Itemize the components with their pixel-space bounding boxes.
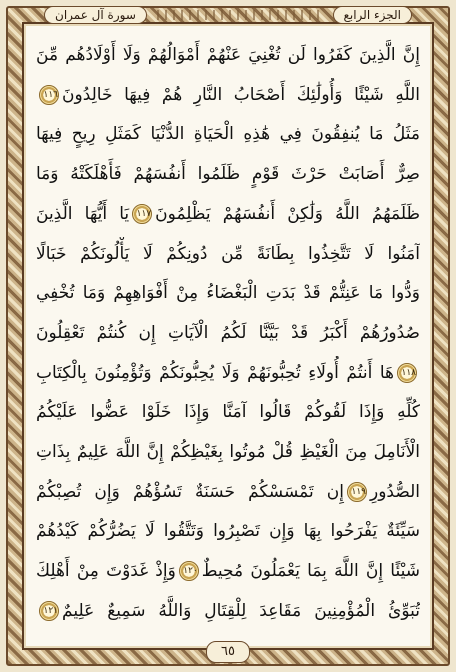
text-line [36,435,420,469]
verse-text: هَا أَنتُمْ أُولَاءِ تُحِبُّونَهُمْ وَلَا يُحِبُّونَكُمْ وَتُؤْمِنُونَ بِالْكِتَابِ [36,362,394,383]
verse-text: سَيِّئَةٌ يَفْرَحُوا بِهَا وَإِن تَصْبِرُوا وَتَتَّقُوا لَا يَضُرُّكُمْ كَيْدُهُمْ [36,521,420,542]
verse-text: مَثَلُ مَا يُنفِقُونَ فِي هَٰذِهِ الْحَيَاةِ الدُّنْيَا كَمَثَلِ رِيحٍ فِيهَا [36,124,420,145]
ayah-number-marker: ١١٩ [347,482,367,502]
verse-text: اللَّهِ شَيْئًا وَأُولَٰئِكَ أَصْحَابُ النَّارِ هُمْ فِيهَا خَالِدُونَ [62,84,420,105]
verse-text: الصُّدُورِ [370,481,420,502]
text-line [36,594,420,628]
surah-name: سورة آل عمران [44,6,147,24]
verse-text: إِنَّ الَّذِينَ كَفَرُوا لَن تُغْنِيَ عَنْهُمْ أَمْوَالُهُمْ وَلَا أَوْلَادُهُم مِّنَ [36,45,420,65]
ayah-number-marker: ١١٦ [39,85,59,105]
verse-text: صُدُورُهُمْ أَكْبَرُ قَدْ بَيَّنَّا لَكُمُ الْآيَاتِ إِن كُنتُمْ تَعْقِلُونَ [36,322,420,343]
text-line [36,78,420,112]
text-line [36,514,420,548]
verse-text: تُبَوِّئُ الْمُؤْمِنِينَ مَقَاعِدَ لِلْقِتَالِ وَاللَّهُ سَمِيعٌ عَلِيمٌ [62,600,420,621]
text-line [36,197,420,231]
header-ornament [157,10,323,20]
text-line [36,38,420,72]
ayah-number-marker: ١٢١ [39,601,59,621]
verse-text: يَا أَيُّهَا الَّذِينَ [36,203,130,224]
text-line [36,276,420,310]
verse-text: كُلِّهِ وَإِذَا لَقُوكُمْ قَالُوا آمَنَّا وَإِذَا خَلَوْا عَضُّوا عَلَيْكُمُ [36,402,420,423]
verse-text: الْأَنَامِلَ مِنَ الْغَيْظِ قُلْ مُوتُوا بِغَيْظِكُمْ إِنَّ اللَّهَ عَلِيمٌ بِذَاتِ [36,442,420,463]
text-line [36,356,420,390]
juz-name: الجزء الرابع [333,6,413,24]
verse-text: إِن تَمْسَسْكُمْ حَسَنَةٌ تَسُؤْهُمْ وَإِن تُصِبْكُمْ [36,481,344,502]
verse-text: وَدُّوا مَا عَنِتُّمْ قَدْ بَدَتِ الْبَغْضَاءُ مِنْ أَفْوَاهِهِمْ وَمَا تُخْفِي [36,283,420,304]
verse-text: شَيْئًا إِنَّ اللَّهَ بِمَا يَعْمَلُونَ مُحِيطٌ [201,561,420,582]
ayah-number-marker: ١٢٠ [179,561,199,581]
text-line [36,395,420,429]
text-line [36,316,420,350]
text-line [36,237,420,271]
verse-text: ظَلَمَهُمُ اللَّهُ وَلَٰكِنْ أَنفُسَهُمْ يَظْلِمُونَ [155,203,420,224]
text-line [36,554,420,588]
ayah-number-marker: ١١٧ [132,204,152,224]
text-line [36,157,420,191]
verse-text: وَإِذْ غَدَوْتَ مِنْ أَهْلِكَ [36,561,176,582]
text-line [36,117,420,151]
verse-text: آمَنُوا لَا تَتَّخِذُوا بِطَانَةً مِّن دُونِكُمْ لَا يَأْلُونَكُمْ خَبَالًا [36,243,420,264]
page-footer [0,640,456,664]
quran-text [30,34,426,632]
page-number: ٦٥ [206,641,250,663]
text-line [36,475,420,509]
page-header [26,2,430,28]
ayah-number-marker: ١١٨ [397,363,417,383]
verse-text: صِرٌّ أَصَابَتْ حَرْثَ قَوْمٍ ظَلَمُوا أَنفُسَهُمْ فَأَهْلَكَتْهُ وَمَا [36,164,420,185]
